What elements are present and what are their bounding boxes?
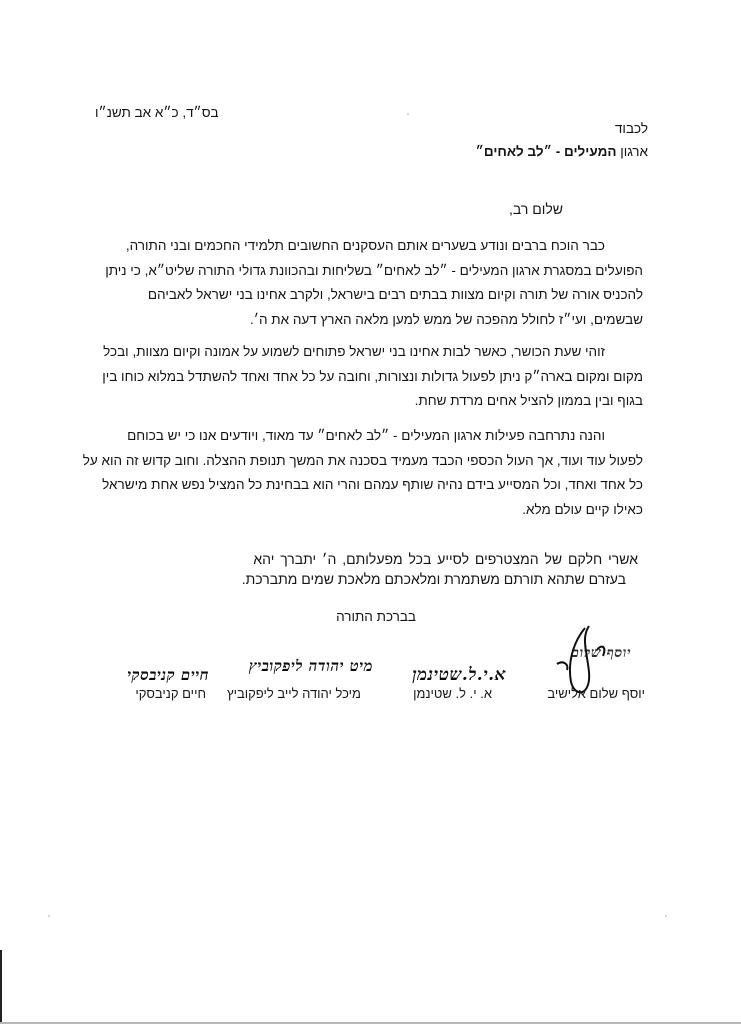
paragraph-line: כאילו קיים עולם מלא. xyxy=(522,501,643,517)
paragraph-line: הפועלים במסגרת ארגון המעילים - ״לב לאחים״ בשליחות ובהכוונת גדולי התורה שליט״א, כי ניתן xyxy=(105,262,643,278)
recipient-org-suffix: - ״לב לאחים״ xyxy=(475,144,565,159)
recipient-org xyxy=(475,143,648,161)
recipient-org-bold: המעילים xyxy=(564,144,617,159)
salutation-to: לכבוד xyxy=(614,121,648,136)
scan-speck xyxy=(665,915,667,917)
paragraph-3 xyxy=(82,424,643,522)
date-line: בס״ד, כ״א אב תשנ״ו xyxy=(95,105,219,120)
signatory-name-steinman: א. י. ל. שטינמן xyxy=(413,686,492,701)
signature-kanievsky: חיים קניבסקי xyxy=(127,666,209,684)
paragraph-line: כבר הוכח ברבים ונודע בשערים אותם העסקנים החשובים תלמידי החכמים ובני התורה, xyxy=(125,238,605,253)
scan-left-edge xyxy=(0,950,2,1024)
greeting: שלום רב, xyxy=(509,201,563,217)
signatory-name-lefkowitz: מיכל יהודה לייב ליפקוביץ xyxy=(227,686,361,701)
paragraph-line: זוהי שעת הכושר, כאשר לבות אחינו בני ישראל פתוחים לשמוע על אמונה וקיום מצוות, ובכל xyxy=(103,344,605,359)
scan-speck xyxy=(48,915,50,917)
paragraph-line: בגוף ובין בממון להציל אחים מרדת שחת. xyxy=(414,393,643,408)
signature-lefkowitz: מיט יהודה ליפקוביץ xyxy=(248,657,373,675)
paragraph-line: מקום ומקום בארה״ק ניתן לפעול גדולות ונצורות, וחובה על כל אחד ואחד להשתדל במלוא כוחו בין xyxy=(102,368,643,384)
closing-blessing: בברכת התורה xyxy=(336,609,416,624)
paragraph-1 xyxy=(103,234,643,332)
paragraph-2 xyxy=(103,340,643,414)
closing-line-2: בעזרם שתהא תורתם משתמרת ומלאכתם מלאכת שמים מתברכת. xyxy=(241,571,626,587)
signatory-name-elyashiv: יוסף שלום אלישיב xyxy=(547,686,645,701)
paragraph-line: להכניס אורה של תורה וקיום מצוות בבתים רבים בישראל, ולקרב אחינו בני ישראל לאביהם xyxy=(147,287,643,302)
paragraph-line: לפעול עוד ועוד, אך העול הכספי הכבד מעמיד בסכנה את המשך תנופת ההצלה. וחוב קדוש זה הוא על xyxy=(82,452,643,468)
paragraph-line: שבשמים, ועי״ז לחולל מהפכה של ממש למען מלאה הארץ דעה את ה׳. xyxy=(250,311,643,327)
paragraph-line: כל אחד ואחד, וכל המסייע בידם נהיה שותף עמהם והרי הוא בבחינת כל המציל נפש אחת מישראל xyxy=(102,477,643,492)
recipient-org-prefix: ארגון xyxy=(616,144,648,159)
scan-speck xyxy=(407,113,409,115)
closing-line-1: אשרי חלקם של המצטרפים לסייע בכל מפעלותם, ה׳ יתברך יהא xyxy=(253,551,638,567)
paragraph-line: והנה נתרחבה פעילות ארגון המעילים - ״לב לאחים״ עד מאוד, ויודעים אנו כי יש בכוחם xyxy=(127,428,605,443)
signature-elyashiv: יוסף שלום xyxy=(570,645,631,661)
signature-steinman: א.י.ל.שטינמן xyxy=(412,665,506,685)
signatory-name-kanievsky: חיים קניבסקי xyxy=(135,686,206,701)
